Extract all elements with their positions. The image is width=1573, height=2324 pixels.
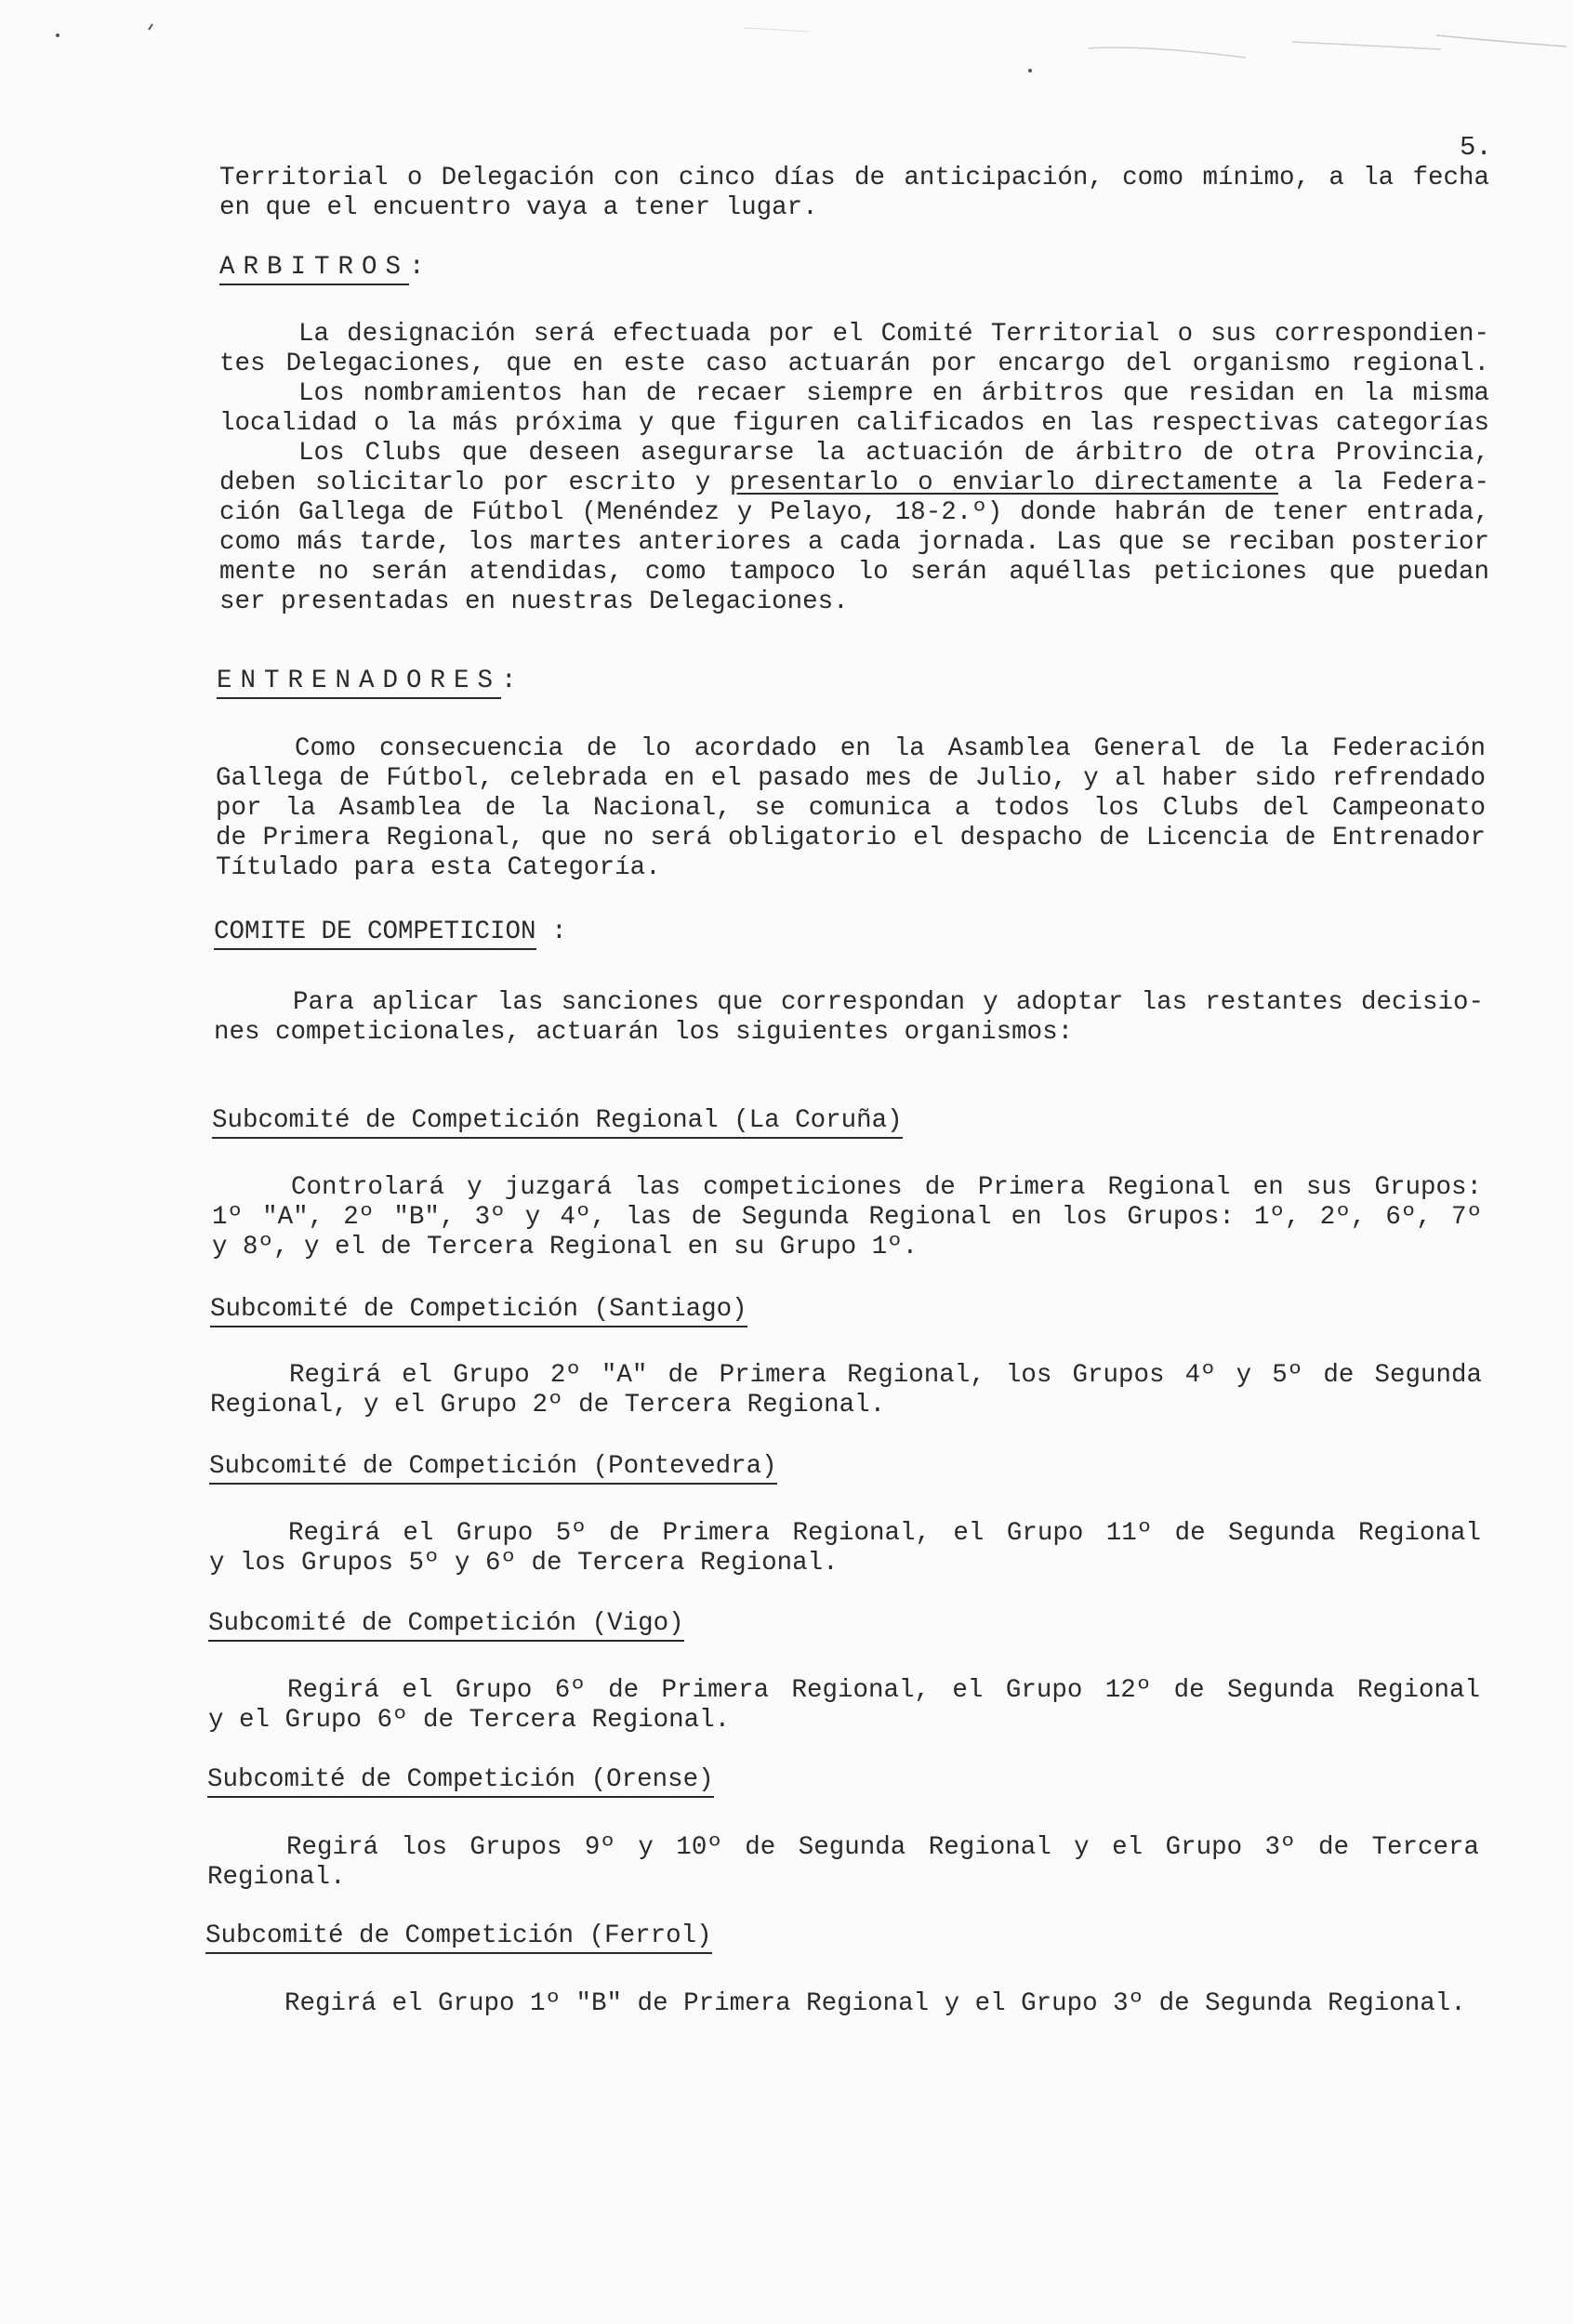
comite-line: Para aplicar las sanciones que correspondan y adoptar las restantes decisio- bbox=[293, 988, 1484, 1017]
subcomite-heading bbox=[208, 1609, 684, 1642]
subcomite-heading-text: Subcomité de Competición Regional (La Coruña) bbox=[212, 1106, 903, 1139]
subcomite-line: y el Grupo 6º de Tercera Regional. bbox=[208, 1706, 731, 1735]
arbitros-line: Los nombramientos han de recaer siempre en árbitros que residan en la misma bbox=[298, 379, 1489, 408]
arbitros-line: localidad o la más próxima y que figuren calificados en las respectivas categorías bbox=[219, 409, 1489, 438]
comite-heading bbox=[214, 918, 567, 950]
subcomite-line: Regirá el Grupo 1º "B" de Primera Regional y el Grupo 3º de Segunda Regional. bbox=[284, 1989, 1466, 2018]
entrenadores-heading-colon: : bbox=[501, 667, 517, 695]
subcomite-heading-text: Subcomité de Competición (Ferrol) bbox=[205, 1921, 712, 1954]
subcomite-line: Regirá el Grupo 2º "A" de Primera Regional, los Grupos 4º y 5º de Segunda bbox=[289, 1361, 1482, 1390]
entrenadores-line: Gallega de Fútbol, celebrada en el pasado mes de Julio, y al haber sido refrendado bbox=[216, 764, 1486, 793]
arbitros-line: como más tarde, los martes anteriores a cada jornada. Las que se reciban posterior bbox=[219, 528, 1489, 557]
entrenadores-line: de Primera Regional, que no será obligatorio el despacho de Licencia de Entrenador bbox=[216, 824, 1486, 852]
arbitros-line: tes Delegaciones, que en este caso actuarán por encargo del organismo regional. bbox=[219, 350, 1489, 378]
subcomite-heading bbox=[212, 1106, 903, 1139]
entrenadores-line: Como consecuencia de lo acordado en la Asamblea General de la Federación bbox=[295, 734, 1486, 763]
scan-marks bbox=[0, 0, 1573, 112]
subcomite-paragraph bbox=[209, 1519, 1481, 1578]
underlined-phrase: presentarlo o enviarlo directamente bbox=[729, 469, 1278, 497]
arbitros-paragraph bbox=[219, 320, 1489, 617]
arbitros-line: Los Clubs que deseen asegurarse la actuación de árbitro de otra Provincia, bbox=[298, 439, 1489, 468]
subcomite-heading-text: Subcomité de Competición (Pontevedra) bbox=[209, 1452, 777, 1485]
arbitros-line-end: a la Federa- bbox=[1277, 469, 1489, 497]
subcomite-heading bbox=[205, 1921, 712, 1954]
entrenadores-line: Títulado para esta Categoría. bbox=[216, 853, 661, 882]
subcomite-line: Controlará y juzgará las competiciones de Primera Regional en sus Grupos: bbox=[291, 1173, 1482, 1202]
subcomite-paragraph bbox=[207, 1833, 1479, 1893]
entrenadores-line: por la Asamblea de la Nacional, se comunica a todos los Clubs del Campeonato bbox=[216, 794, 1486, 823]
comite-line: nes competicionales, actuarán los siguientes organismos: bbox=[214, 1018, 1074, 1047]
subcomite-heading bbox=[209, 1452, 777, 1485]
intro-line: en que el encuentro vaya a tener lugar. bbox=[219, 193, 818, 222]
comite-heading-text: COMITE DE COMPETICION bbox=[214, 918, 536, 950]
arbitros-line: ser presentadas en nuestras Delegaciones. bbox=[219, 588, 849, 616]
arbitros-heading-colon: : bbox=[409, 253, 425, 282]
comite-paragraph bbox=[214, 988, 1484, 1048]
subcomite-line: y 8º, y el de Tercera Regional en su Grupo 1º. bbox=[212, 1233, 919, 1261]
subcomite-line: Regional, y el Grupo 2º de Tercera Regional. bbox=[210, 1391, 886, 1419]
arbitros-line-start: deben solicitarlo por escrito y bbox=[219, 469, 730, 497]
arbitros-line: mente no serán atendidas, como tampoco lo serán aquéllas peticiones que puedan bbox=[219, 558, 1489, 587]
subcomite-heading bbox=[210, 1295, 747, 1327]
subcomite-heading bbox=[207, 1765, 714, 1798]
subcomite-line: Regirá los Grupos 9º y 10º de Segunda Regional y el Grupo 3º de Tercera bbox=[286, 1833, 1479, 1862]
intro-line: Territorial o Delegación con cinco días de anticipación, como mínimo, a la fecha bbox=[219, 164, 1489, 192]
comite-heading-colon: : bbox=[535, 918, 567, 946]
subcomite-paragraph bbox=[212, 1173, 1482, 1262]
entrenadores-heading-text: ENTRENADORES bbox=[217, 667, 501, 699]
arbitros-heading bbox=[219, 253, 425, 285]
arbitros-line bbox=[219, 469, 1489, 498]
arbitros-line: ción Gallega de Fútbol (Menéndez y Pelayo, 18-2.º) donde habrán de tener entrada, bbox=[219, 498, 1489, 527]
entrenadores-heading bbox=[217, 667, 517, 699]
subcomite-paragraph bbox=[208, 1676, 1480, 1736]
subcomite-line: 1º "A", 2º "B", 3º y 4º, las de Segunda Regional en los Grupos: 1º, 2º, 6º, 7º bbox=[212, 1203, 1482, 1232]
subcomite-paragraph bbox=[205, 1989, 1479, 2019]
subcomite-line: Regirá el Grupo 6º de Primera Regional, el Grupo 12º de Segunda Regional bbox=[287, 1676, 1480, 1705]
page-number: 5. bbox=[1460, 132, 1492, 163]
subcomite-line: y los Grupos 5º y 6º de Tercera Regional. bbox=[209, 1549, 839, 1578]
arbitros-line: La designación será efectuada por el Comité Territorial o sus correspondien- bbox=[298, 320, 1489, 349]
subcomite-paragraph bbox=[210, 1361, 1482, 1420]
subcomite-heading-text: Subcomité de Competición (Santiago) bbox=[210, 1295, 747, 1327]
subcomite-heading-text: Subcomité de Competición (Vigo) bbox=[208, 1609, 684, 1642]
subcomite-line: Regional. bbox=[207, 1863, 346, 1892]
subcomite-heading-text: Subcomité de Competición (Orense) bbox=[207, 1765, 714, 1798]
entrenadores-paragraph bbox=[216, 734, 1486, 883]
intro-paragraph bbox=[219, 164, 1489, 223]
arbitros-heading-text: ARBITROS bbox=[219, 253, 409, 285]
subcomite-line: Regirá el Grupo 5º de Primera Regional, el Grupo 11º de Segunda Regional bbox=[288, 1519, 1481, 1548]
